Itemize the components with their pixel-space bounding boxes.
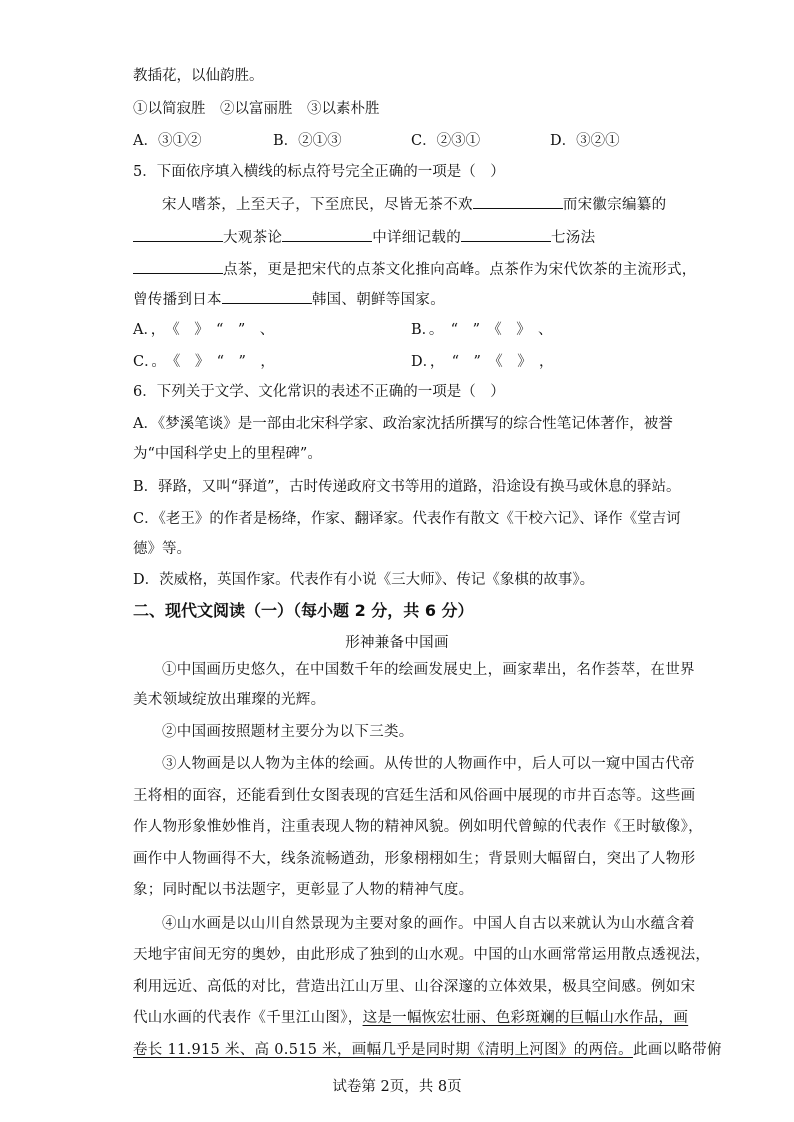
q5-passage-line-1 [162,194,666,215]
q5-passage-line-2 [133,227,595,248]
paragraph-4-line-5 [133,1040,722,1060]
paragraph-4-line-2: 天地宇宙间无穷的奥妙，由此形成了独到的山水观。中国的山水画常常运用散点透视法， [133,947,711,963]
q6-option-c-line-2: 德》等。 [133,541,191,557]
answer-blank [133,259,223,274]
answer-blank [222,289,312,304]
q5-text: 韩国、朝鲜等国家。 [311,292,446,308]
q5-option-c: C．。 《 》 “ ” ， [133,354,275,370]
paragraph-4-line-1: ④山水画是以山川自然景现为主要对象的画作。中国人自古以来就认为山水蕴含着 [162,916,695,932]
q5-text: 大观茶论 [223,230,283,246]
q5-text: 七汤法 [551,230,596,246]
paragraph-3-line-2: 王将相的面容，还能看到仕女图表现的宫廷生活和风俗画中展现的市井百态等。这些画 [133,788,696,804]
q6-stem: 6．下列关于文学、文化常识的表述不正确的一项是（ ） [133,384,505,400]
paragraph-3-line-3: 作人物形象惟妙惟肖，注重表现人物的精神风貌。例如明代曾鲸的代表作《王时敏像》， [133,819,703,835]
q6-option-a-line-1: A．《梦溪笔谈》是一部由北宋科学家、政治家沈括所撰写的综合性笔记体著作，被誉 [133,416,673,432]
paragraph-3-line-4: 画作中人物画得不大，线条流畅遒劲，形象栩栩如生；背景则大幅留白，突出了人物形 [133,851,696,867]
paragraph-4-line-3: 利用远近、高低的对比，营造出江山万里、山谷深邃的立体效果，极具空间感。例如宋 [133,979,696,995]
answer-blank [133,227,223,242]
q5-text: 中详细记载的 [372,230,462,246]
q5-text: 宋人嗜茶，上至天子，下至庶民，尽皆无茶不欢 [162,197,473,213]
q6-option-b: B．驿路，又叫“驿道”，古时传递政府文书等用的道路，沿途设有换马或休息的驿站。 [133,479,681,495]
paragraph-3-line-5: 象；同时配以书法题字，更彰显了人物的精神气度。 [133,882,474,898]
paragraph-text: 此画以略带俯 [632,1042,722,1058]
q5-passage-line-3 [133,259,697,280]
paragraph-1-line-1: ①中国画历史悠久，在中国数千年的绘画发展史上，画家辈出，名作荟萃，在世界 [162,662,695,678]
section-heading: 二、现代文阅读（一）（每小题 2 分，共 6 分） [133,601,474,620]
q6-option-d: D．茨威格，英国作家。代表作有小说《三大师》、传记《象棋的故事》。 [133,572,595,588]
article-title: 形神兼备中国画 [345,635,449,651]
answer-blank [473,194,563,209]
q4-option-c: C．②③① [411,133,481,149]
paragraph-text: 代山水画的代表作《千里江山图》， [133,1010,363,1026]
q5-passage-line-4 [133,289,445,310]
answer-blank [282,227,372,242]
q4-tail: 教插花，以仙韵胜。 [133,68,264,84]
paragraph-2: ②中国画按照题材主要分为以下三类。 [162,724,414,740]
q4-option-b: B．②①③ [273,133,342,149]
underlined-sentence: 卷长 11.915 米、高 0.515 米，画幅几乎是同时期《清明上河图》的两倍。 [133,1042,633,1058]
q5-text: 曾传播到日本 [133,292,222,308]
paragraph-3-line-1: ③人物画是以人物为主体的绘画。从传世的人物画作中，后人可以一窥中国古代帝 [162,756,695,772]
q6-option-a-line-2: 为“中国科学史上的里程碑”。 [133,446,322,462]
paragraph-4-line-4 [133,1008,688,1028]
q5-option-d: D．， “ ” 《 》 ， [411,354,554,370]
q5-option-a: A．， 《 》 “ ” 、 [133,322,275,338]
paragraph-1-line-2: 美术领域绽放出璀璨的光辉。 [133,692,326,708]
q5-option-b: B．。 “ ” 《 》 、 [411,322,553,338]
q4-items: ①以简寂胜 ②以富丽胜 ③以素朴胜 [133,101,380,117]
q5-text: 点茶，更是把宋代的点茶文化推向高峰。点茶作为宋代饮茶的主流形式， [223,262,697,278]
answer-blank [461,227,551,242]
underlined-sentence: 这是一幅恢宏壮丽、色彩斑斓的巨幅山水作品，画 [362,1010,689,1026]
q6-option-c-line-1: C．《老王》的作者是杨绛，作家、翻译家。代表作有散文《干校六记》、译作《堂吉诃 [133,511,681,527]
q5-stem: 5．下面依序填入横线的标点符号完全正确的一项是（ ） [133,164,505,180]
page-footer: 试卷第 2页，共 8页 [332,1079,462,1095]
q4-option-a: A．③①② [133,133,202,149]
q4-option-d: D．③②① [550,133,620,149]
q5-text: 而宋徽宗编纂的 [562,197,667,213]
